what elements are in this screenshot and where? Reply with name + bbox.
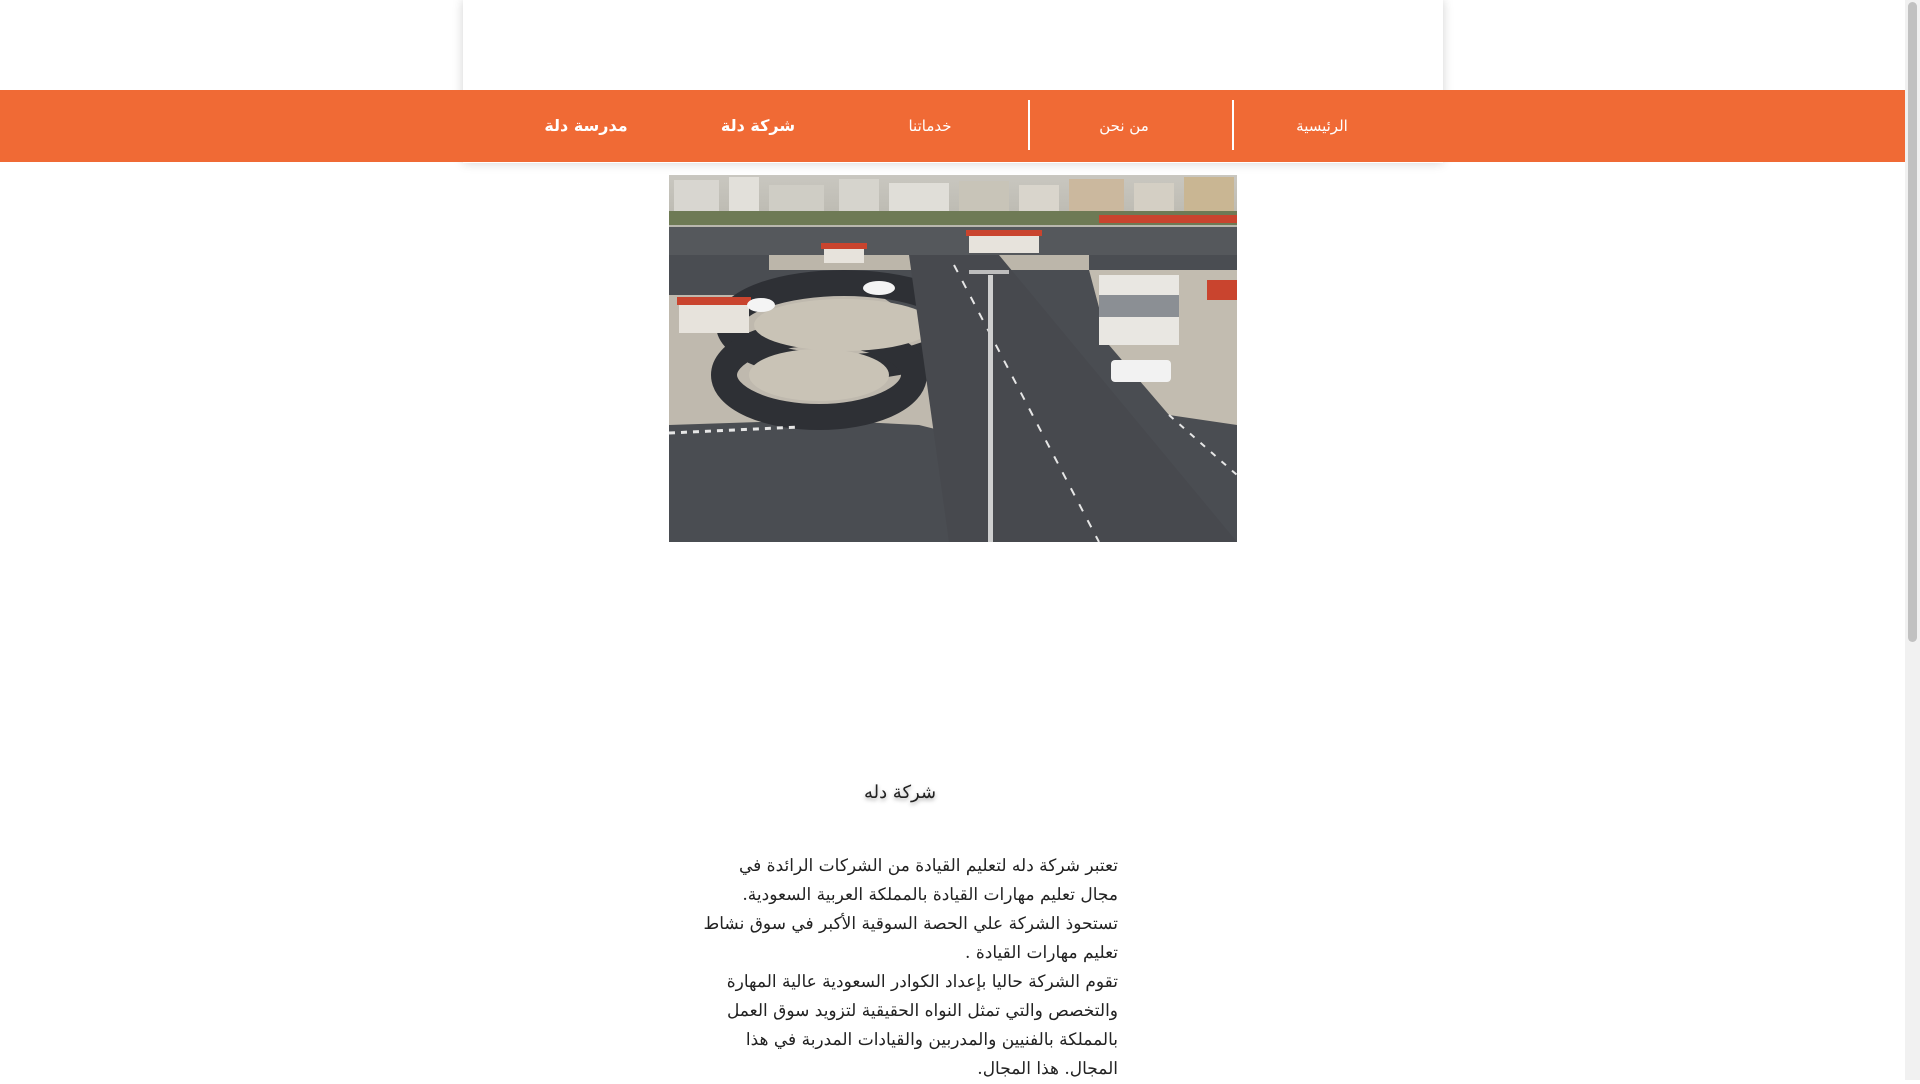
paragraph-line: تعتبر شركة دله لتعليم القيادة من الشركات الرائدة في bbox=[738, 856, 1118, 876]
paragraph-line: بالمملكة بالفنيين والمدربين والقيادات المدربة في هذا bbox=[745, 1030, 1118, 1050]
main-navigation bbox=[0, 90, 1905, 162]
nav-item-dalla-school[interactable]: مدرسة دلة bbox=[544, 116, 628, 135]
about-company-text bbox=[662, 852, 1118, 1084]
nav-item-services[interactable]: خدماتنا bbox=[908, 117, 952, 135]
driving-track-aerial-photo bbox=[669, 175, 1237, 542]
nav-item-home[interactable]: الرئيسية bbox=[1296, 117, 1348, 135]
vertical-scrollbar[interactable] bbox=[1905, 0, 1920, 1080]
paragraph-line: المجال. هذا المجال. bbox=[977, 1059, 1118, 1079]
nav-separator bbox=[1232, 100, 1234, 150]
section-heading: شركة دله bbox=[863, 782, 937, 803]
scrollbar-thumb[interactable] bbox=[1908, 2, 1917, 642]
paragraph-line: والتخصص والتي تمثل النواه الحقيقية لتزويد سوق العمل bbox=[726, 1001, 1118, 1021]
paragraph-line: تعليم مهارات القيادة . bbox=[965, 943, 1118, 963]
paragraph-line: تقوم الشركة حاليا بإعداد الكوادر السعودية عالية المهارة bbox=[726, 972, 1118, 992]
nav-item-dalla-company[interactable]: شركة دلة bbox=[720, 116, 796, 135]
nav-separator bbox=[1028, 100, 1030, 150]
paragraph-line: تستحوذ الشركة علي الحصة السوقية الأكبر في سوق نشاط bbox=[703, 914, 1118, 934]
paragraph-line: مجال تعليم مهارات القيادة بالمملكة العربية السعودية. bbox=[742, 885, 1118, 905]
nav-item-about-us[interactable]: من نحن bbox=[1099, 117, 1149, 135]
